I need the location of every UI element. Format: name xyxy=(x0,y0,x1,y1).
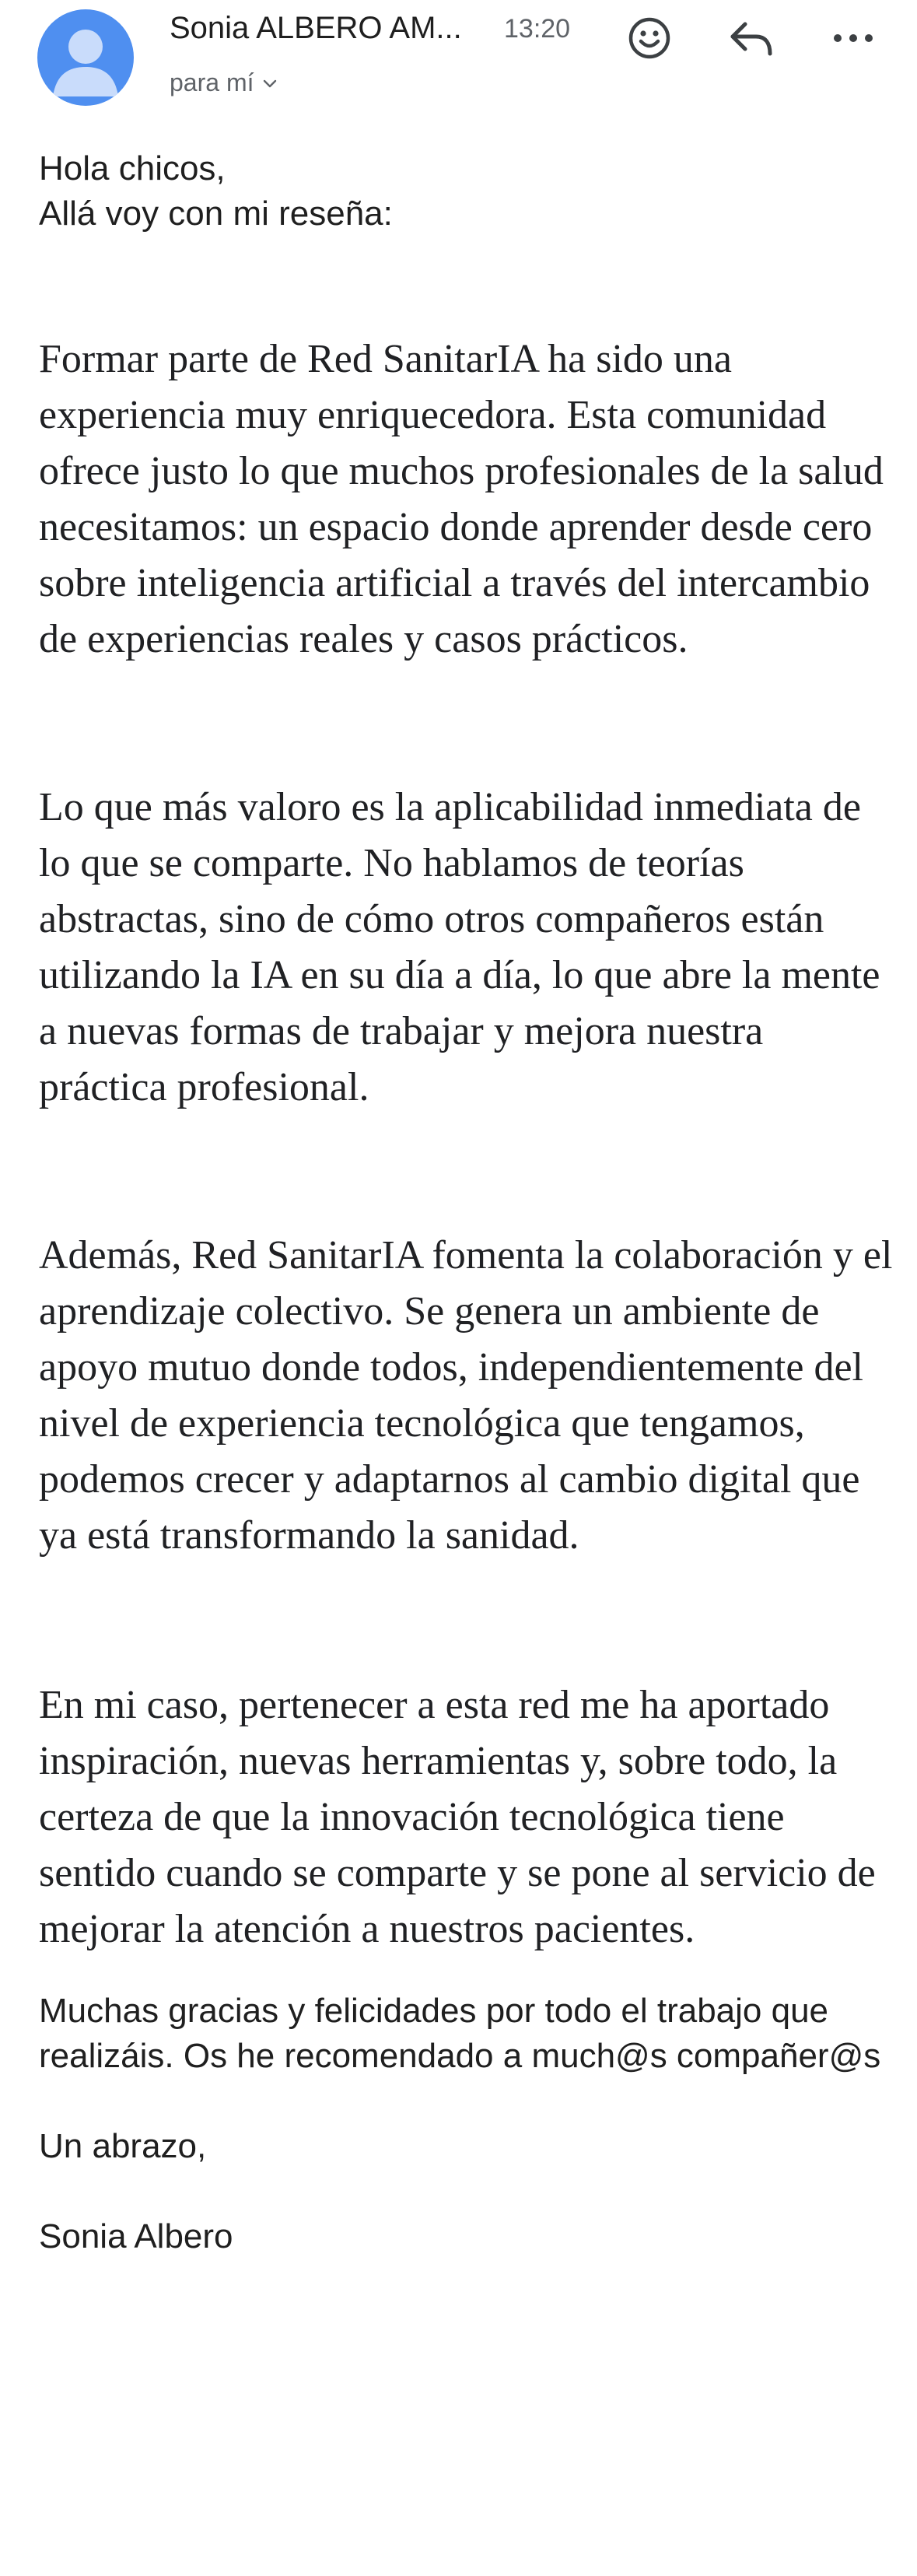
chevron-down-icon xyxy=(261,75,278,92)
recipient-toggle[interactable] xyxy=(170,68,278,97)
smiley-icon xyxy=(627,16,672,61)
greeting xyxy=(39,146,894,237)
sender-avatar[interactable] xyxy=(37,9,134,106)
email-body xyxy=(39,146,894,2259)
review-paragraph-4: En mi caso, pertenecer a esta red me ha aportado inspiración, nuevas herramientas y, sobre todo, la certeza de que la innovación tecnológica tiene sentido cuando se comparte y se pone al servicio de mejorar la atención a nuestros pacientes. xyxy=(39,1683,876,1951)
reply-button[interactable] xyxy=(723,11,778,65)
email-time: 13:20 xyxy=(504,14,571,44)
sender-name[interactable]: Sonia ALBERO AM... xyxy=(170,11,462,45)
more-vert-icon xyxy=(831,30,876,46)
more-options-button[interactable] xyxy=(826,11,880,65)
intro-line: Allá voy con mi reseña: xyxy=(39,195,393,233)
react-emoji-button[interactable] xyxy=(622,11,677,65)
thanks-text: Muchas gracias y felicidades por todo el trabajo que realizáis. Os he recomendado a much@s compañer@s xyxy=(39,1992,881,2075)
review-paragraph-2: Lo que más valoro es la aplicabilidad inmediata de lo que se comparte. No hablamos de teorías abstractas, sino de cómo otros compañeros están utilizando la IA en su día a día, lo que abre la mente a nuevas formas de trabajar y mejora nuestra práctica profesional. xyxy=(39,785,880,1109)
greeting-line: Hola chicos, xyxy=(39,149,226,188)
closing-text: Un abrazo, xyxy=(39,2127,207,2165)
person-icon xyxy=(37,9,134,106)
recipient-label: para mí xyxy=(170,68,254,96)
review-paragraph-1: Formar parte de Red SanitarIA ha sido una experiencia muy enriquecedora. Esta comunidad ofrece justo lo que muchos profesionales de la salud necesitamos: un espacio donde aprender desde cero sobre inteligencia artificial a través del intercambio de experiencias reales y casos prácticos. xyxy=(39,337,884,661)
signature: Sonia Albero xyxy=(39,2217,233,2255)
email-header xyxy=(0,0,917,124)
reply-icon xyxy=(726,18,775,58)
review-paragraph-3: Además, Red SanitarIA fomenta la colaboración y el aprendizaje colectivo. Se genera un ambiente de apoyo mutuo donde todos, independientemente del nivel de experiencia tecnológica que tengamos, podemos crecer y adaptarnos al cambio digital que ya está transformando la sanidad. xyxy=(39,1233,893,1558)
